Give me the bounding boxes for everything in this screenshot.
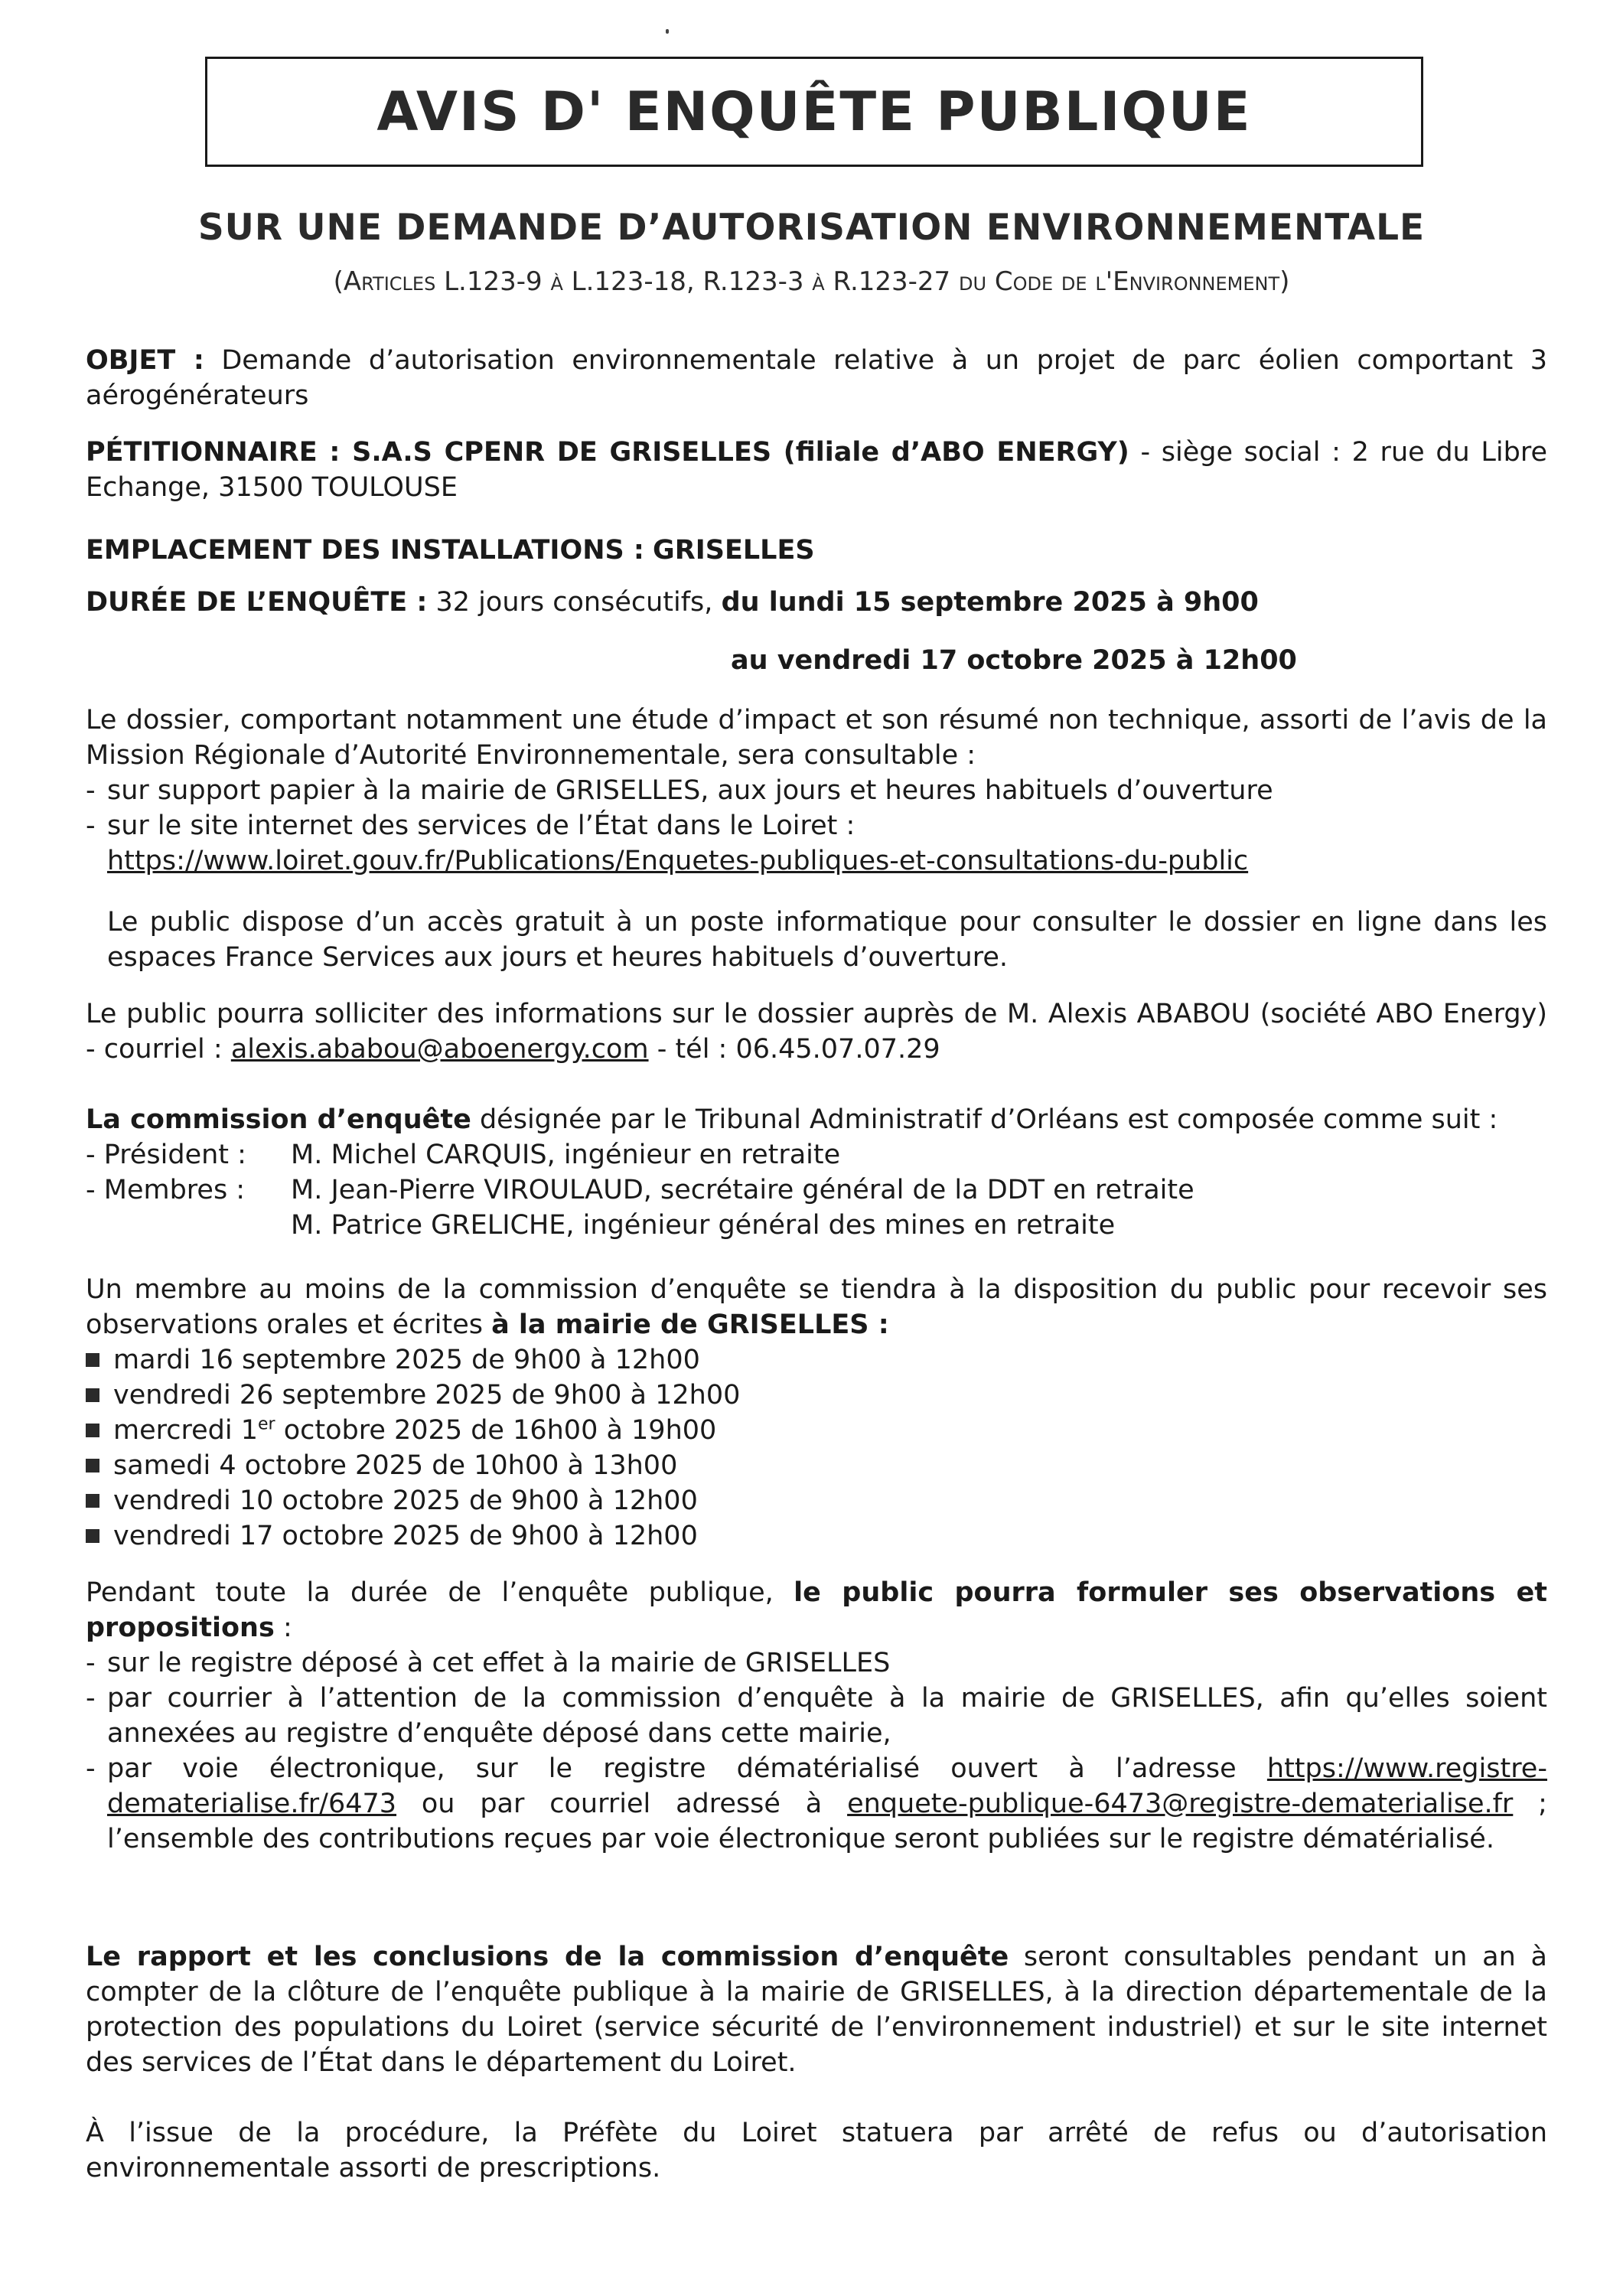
president-name: M. Michel CARQUIS, ingénieur en retraite [291,1140,841,1170]
scan-speck [666,29,669,34]
observations-section [86,1575,1547,1857]
membres-row [86,1172,1547,1208]
registre-url-link[interactable]: https://www.registre-dematerialise.fr/6473 [107,1753,1547,1819]
observation-item-registre-text: sur le registre déposé à cet effet à la mairie de GRISELLES [107,1648,891,1678]
acces-paragraph: Le public dispose d’un accès gratuit à un poste informatique pour consulter le dossier en ligne dans les espaces France Services aux jours et heures habituels d’ouverture. [107,907,1547,973]
observations-intro-bold: le public pourra formuler ses observations et propositions [86,1577,1547,1643]
permanence-date: samedi 4 octobre 2025 de 10h00 à 13h00 [86,1448,1547,1483]
objet-section [86,343,1547,413]
permanence-date: vendredi 26 septembre 2025 de 9h00 à 12h00 [86,1378,1547,1413]
mercredi-text-a: mercredi 1 [113,1415,258,1446]
commission-label: La commission d’enquête [86,1104,471,1135]
contact-email-link[interactable]: alexis.ababou@aboenergy.com [230,1034,649,1065]
duree-label: DURÉE DE L’ENQUÊTE : [86,587,428,618]
page-title: AVIS D' ENQUÊTE PUBLIQUE [376,80,1252,143]
objet-text: Demande d’autorisation environnementale relative à un projet de parc éolien comportant 3 aérogénérateurs [86,345,1547,411]
permanences-lieu: à la mairie de GRISELLES : [491,1309,889,1340]
registre-email-link[interactable]: enquete-publique-6473@registre-dematerialise.fr [847,1789,1514,1819]
contact-text: Le public pourra solliciter des informations sur le dossier auprès de M. Alexis ABABOU (société ABO Energy) - courriel : [86,999,1547,1065]
permanence-date: mardi 16 septembre 2025 de 9h00 à 12h00 [86,1342,1547,1378]
dossier-item-paper-text: sur support papier à la mairie de GRISELLES, aux jours et heures habituels d’ouverture [107,775,1273,806]
permanences-section [86,1272,1547,1554]
dossier-intro: Le dossier, comportant notamment une étude d’impact et son résumé non technique, assorti de l’avis de la Mission Régionale d’Autorité Environnementale, sera consultable : [86,705,1547,771]
rapport-section [86,1939,1547,2080]
observation-item-electronique [86,1751,1547,1857]
observation-item-courrier-text: par courrier à l’attention de la commission d’enquête à la mairie de GRISELLES, afin qu’elles soient annexées au registre d’enquête déposé dans cette mairie, [107,1683,1547,1749]
permanence-date [86,1413,1547,1448]
dossier-item-paper [86,773,1547,808]
duree-end: au vendredi 17 octobre 2025 à 12h00 [731,645,1297,676]
membre-1: M. Jean-Pierre VIROULAUD, secrétaire général de la DDT en retraite [291,1175,1194,1205]
observation-item3-b: ou par courriel adressé à [421,1789,823,1819]
permanence-date: vendredi 17 octobre 2025 de 9h00 à 12h00 [86,1518,1547,1554]
dossier-item-web-text: sur le site internet des services de l’État dans le Loiret : [107,810,855,841]
membre-2: M. Patrice GRELICHE, ingénieur général des mines en retraite [291,1210,1116,1241]
duree-start: du lundi 15 septembre 2025 à 9h00 [721,587,1259,618]
commission-text: désignée par le Tribunal Administratif d’Orléans est composée comme suit : [479,1104,1498,1135]
dossier-section [86,703,1547,879]
mercredi-sup: er [257,1414,275,1434]
legal-articles: (Articles L.123-9 à L.123-18, R.123-3 à R.123-27 du Code de l'Environnement) [333,266,1290,297]
observation-item-courrier [86,1681,1547,1751]
observation-item3-c: ; l’ensemble des contributions reçues par voie électronique seront publiées sur le registre dématérialisé. [107,1789,1547,1854]
permanences-intro: Un membre au moins de la commission d’enquête se tiendra à la disposition du public pour recevoir ses observations orales et écrites [86,1274,1547,1340]
issue-paragraph: À l’issue de la procédure, la Préfète du Loiret statuera par arrêté de refus ou d’autorisation environnementale assorti de prescriptions. [86,2118,1547,2183]
duree-end-line [731,643,1419,678]
emplacement-section [86,533,1547,568]
petitionnaire-label: PÉTITIONNAIRE : S.A.S CPENR DE GRISELLES (filiale d’ABO ENERGY) [86,437,1129,468]
title-box [205,57,1423,167]
observation-item-registre [86,1645,1547,1681]
objet-label: OBJET : [86,345,204,376]
contact-section [86,996,1547,1067]
commission-section [86,1102,1547,1243]
mercredi-text-b: octobre 2025 de 16h00 à 19h00 [283,1415,717,1446]
duree-text: 32 jours consécutifs, [435,587,713,618]
emplacement-label: EMPLACEMENT DES INSTALLATIONS : [86,535,644,566]
petitionnaire-section [86,435,1547,505]
dossier-url-line [86,843,1547,879]
president-row [86,1137,1547,1172]
emplacement-value: GRISELLES [653,535,815,566]
president-label: - Président : [86,1140,246,1170]
dossier-item-web [86,808,1547,843]
observations-intro-end: : [282,1613,292,1643]
permanence-date: vendredi 10 octobre 2025 de 9h00 à 12h00 [86,1483,1547,1518]
rapport-text: seront consultables pendant un an à compter de la clôture de l’enquête publique à la mairie de GRISELLES, à la direction départementale de la protection des populations du Loiret (service sécurité de l’environnement industriel) et sur le site internet des services de l’État dans le département du Loiret. [86,1942,1547,2078]
rapport-label: Le rapport et les conclusions de la commission d’enquête [86,1942,1009,1972]
petitionnaire-text: - siège social : 2 rue du Libre Echange, 31500 TOULOUSE [86,437,1548,503]
subtitle: SUR UNE DEMANDE D’AUTORISATION ENVIRONNEMENTALE [197,207,1426,249]
membres-row-2 [86,1208,1547,1243]
dossier-url-link[interactable]: https://www.loiret.gouv.fr/Publications/Enquetes-publiques-et-consultations-du-public [107,846,1249,876]
duree-section [86,585,1547,620]
membres-label: - Membres : [86,1175,246,1205]
observations-intro: Pendant toute la durée de l’enquête publique, [86,1577,774,1608]
contact-tel: - tél : 06.45.07.07.29 [657,1034,940,1065]
observation-item3-a: par voie électronique, sur le registre dématérialisé ouvert à l’adresse [107,1753,1237,1784]
